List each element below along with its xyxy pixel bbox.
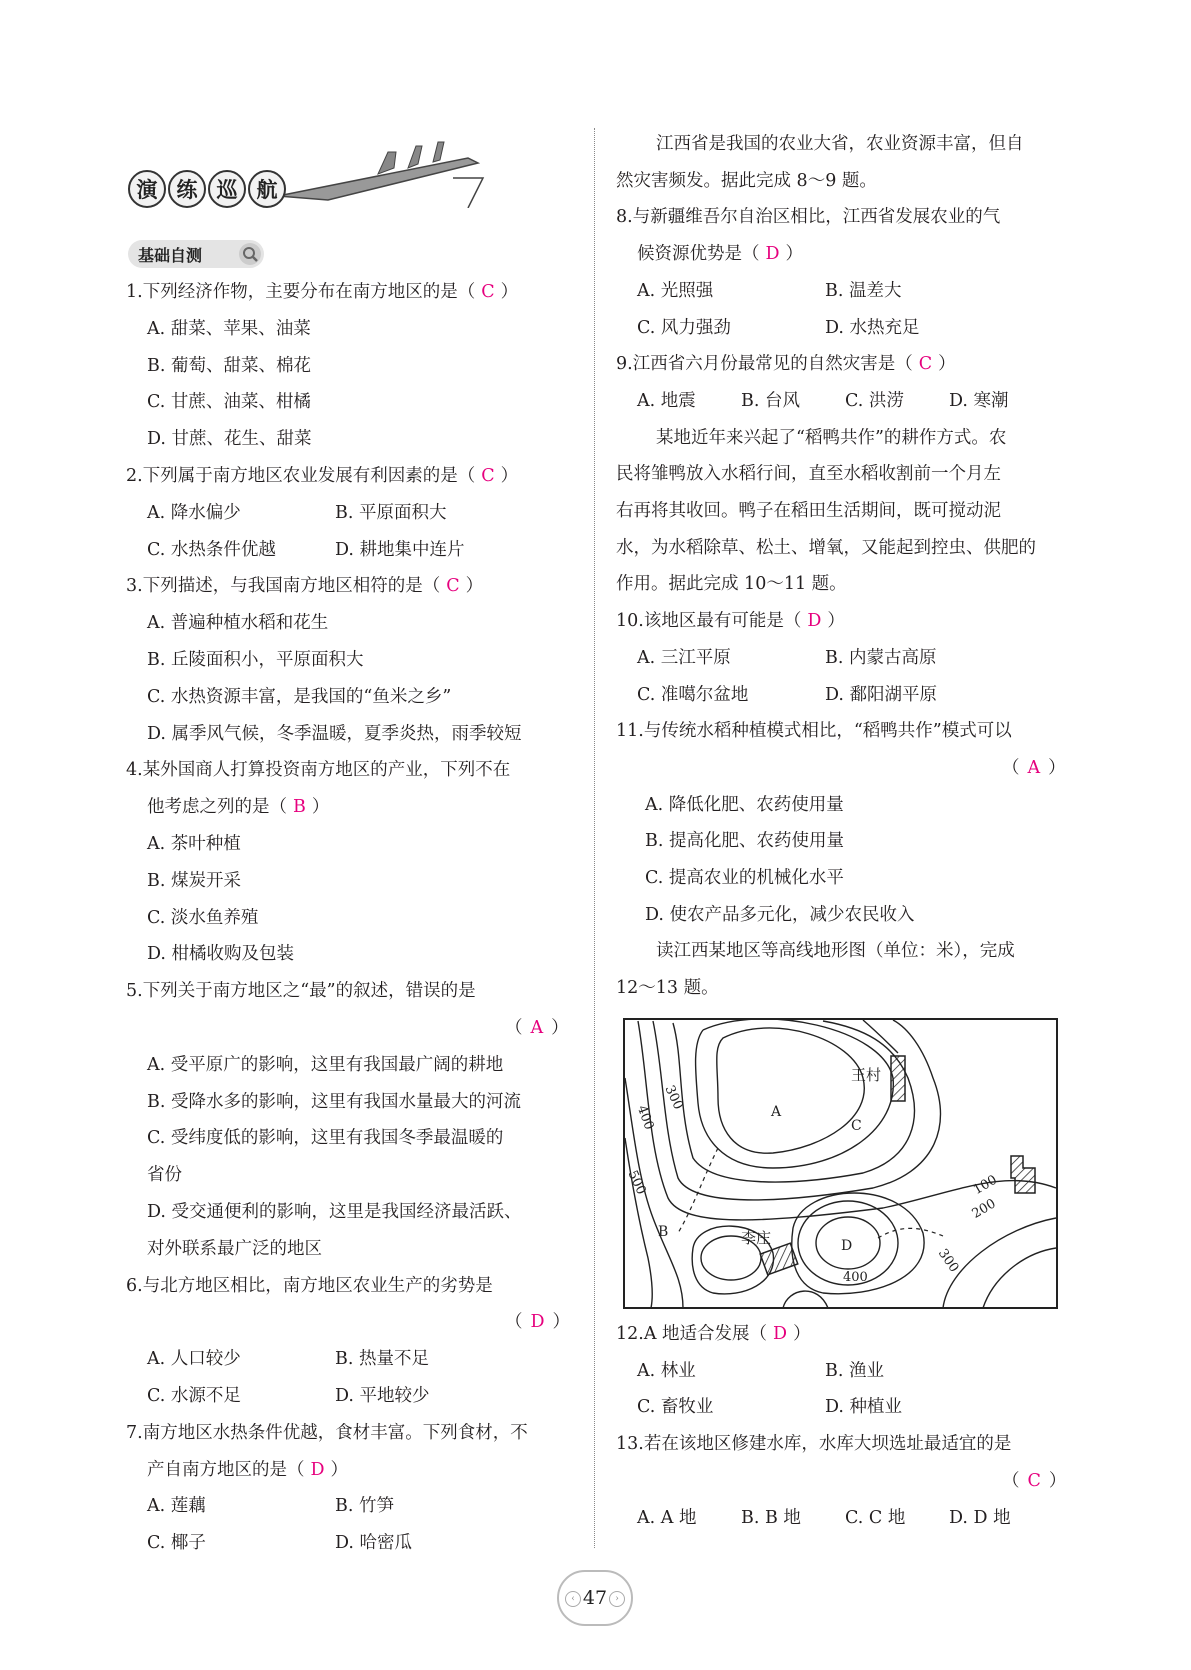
logo-char: 巡 xyxy=(208,170,246,208)
text-line: 民将雏鸭放入水稻行间，直至水稻收割前一个月左 xyxy=(616,464,1001,485)
text-line: （ A ） xyxy=(1002,757,1066,778)
question-bracket: ） xyxy=(938,354,956,375)
text-line xyxy=(147,499,447,524)
logo-char: 练 xyxy=(168,170,206,208)
text-line xyxy=(637,1504,1053,1529)
option-text: C. 洪涝 xyxy=(845,390,904,411)
option-text: C. 畜牧业 xyxy=(637,1397,714,1418)
text-line: B. 受降水多的影响，这里有我国水量最大的河流 xyxy=(147,1091,521,1112)
answer-mark: D xyxy=(530,1312,545,1333)
question-text: 候资源优势是（ xyxy=(637,244,760,265)
option-text: D. 哈密瓜 xyxy=(335,1533,413,1554)
map-label-200: 200 xyxy=(969,1196,999,1222)
next-arrow-icon: › xyxy=(609,1591,625,1607)
question-bracket: ） xyxy=(465,576,484,597)
text-line xyxy=(147,1492,394,1517)
answer-mark: B xyxy=(293,797,306,818)
option-text: A. 人口较少 xyxy=(147,1349,241,1370)
answer-mark: C xyxy=(918,354,933,375)
section-header-logo xyxy=(128,138,368,214)
option-text: C. 椰子 xyxy=(147,1533,206,1554)
option-text: B. 台风 xyxy=(741,390,800,411)
text-line: D. 柑橘收购及包装 xyxy=(147,944,295,965)
map-label-d: D xyxy=(841,1238,853,1254)
page-number xyxy=(557,1570,633,1626)
text-line: 7.南方地区水热条件优越，食材丰富。下列食材，不 xyxy=(126,1422,528,1443)
text-line xyxy=(637,314,920,339)
answer-mark: A xyxy=(530,1018,544,1038)
option-text: D. 鄱阳湖平原 xyxy=(825,684,938,705)
text-line: C. 提高农业的机械化水平 xyxy=(645,868,844,888)
option-text: C. 准噶尔盆地 xyxy=(637,684,749,705)
text-line: D. 属季风气候，冬季温暖，夏季炎热，雨季较短 xyxy=(147,723,522,744)
option-text: B. 平原面积大 xyxy=(335,502,447,523)
option-text: D. 种植业 xyxy=(825,1397,903,1418)
text-line xyxy=(126,462,518,487)
text-line: 对外联系最广泛的地区 xyxy=(147,1238,322,1259)
text-line xyxy=(637,644,937,669)
answer-mark: C xyxy=(481,282,495,302)
text-line: 12～13 题。 xyxy=(616,978,719,999)
text-line: 11.与传统水稻种植模式相比，“稻鸭共作”模式可以 xyxy=(616,721,1012,742)
option-text: C. 水源不足 xyxy=(147,1386,241,1406)
option-text: D. 寒潮 xyxy=(949,390,1009,411)
text-line: 8.与新疆维吾尔自治区相比，江西省发展农业的气 xyxy=(616,207,1001,228)
text-line: D. 使农产品多元化，减少农民收入 xyxy=(645,904,915,925)
text-line: （ D ） xyxy=(505,1312,571,1333)
option-text: B. 内蒙古高原 xyxy=(825,647,937,668)
option-text: B. 温差大 xyxy=(825,280,902,301)
option-text: A. 莲藕 xyxy=(147,1496,206,1517)
text-line xyxy=(147,793,329,818)
question-text: 他考虑之列的是（ xyxy=(147,797,287,818)
text-line xyxy=(147,1345,429,1370)
text-line: 5.下列关于南方地区之“最”的叙述，错误的是 xyxy=(126,981,476,1002)
text-line: 江西省是我国的农业大省，农业资源丰富，但自 xyxy=(656,134,1024,154)
answer-mark: D xyxy=(310,1459,325,1480)
text-line xyxy=(616,1320,811,1345)
option-text: D. 水热充足 xyxy=(825,317,920,338)
text-line: B. 丘陵面积小，平原面积大 xyxy=(147,650,364,670)
map-label-a: A xyxy=(771,1104,782,1120)
text-line: D. 甘蔗、花生、甜菜 xyxy=(147,429,312,450)
option-text: C. 风力强劲 xyxy=(637,317,731,338)
text-line: 13.若在该地区修建水库，水库大坝选址最适宜的是 xyxy=(616,1434,1012,1455)
option-text: A. 林业 xyxy=(637,1360,696,1381)
section-tag xyxy=(128,240,264,268)
option-text: B. B 地 xyxy=(741,1507,801,1528)
option-text: B. 竹笋 xyxy=(335,1496,394,1517)
text-line: （ A ） xyxy=(505,1018,569,1038)
question-text: 1.下列经济作物，主要分布在南方地区的是（ xyxy=(126,282,476,302)
magnifier-icon xyxy=(238,242,262,266)
logo-char: 演 xyxy=(128,170,166,208)
option-text: A. A 地 xyxy=(637,1507,697,1528)
map-label-village1: 王村 xyxy=(851,1066,882,1084)
text-line: 读江西某地区等高线地形图（单位：米），完成 xyxy=(656,941,1015,962)
option-text: B. 渔业 xyxy=(825,1360,884,1381)
text-line: 右再将其收回。鸭子在稻田生活期间，既可搅动泥 xyxy=(616,501,1001,521)
option-text: A. 降水偏少 xyxy=(147,502,241,523)
section-tag-label: 基础自测 xyxy=(138,245,203,265)
answer-mark: C xyxy=(446,576,460,597)
text-line xyxy=(637,277,902,302)
question-bracket: ） xyxy=(827,611,845,632)
text-line: B. 葡萄、甜菜、棉花 xyxy=(147,355,311,376)
answer-mark: D xyxy=(807,611,822,632)
answer-mark: D xyxy=(773,1324,788,1344)
text-line xyxy=(637,1357,884,1382)
option-text: A. 三江平原 xyxy=(637,647,731,668)
text-line xyxy=(147,1529,412,1554)
text-line: C. 受纬度低的影响，这里有我国冬季最温暖的 xyxy=(147,1128,504,1149)
text-line xyxy=(147,1456,348,1481)
text-line: （ C ） xyxy=(1002,1470,1067,1491)
contour-map xyxy=(623,1018,1058,1309)
text-line xyxy=(147,1382,430,1407)
text-line xyxy=(637,387,1053,412)
text-line: C. 淡水鱼养殖 xyxy=(147,907,259,928)
question-text: 12.A 地适合发展（ xyxy=(616,1324,768,1344)
text-line xyxy=(637,1393,902,1418)
map-label-400a: 400 xyxy=(633,1103,657,1132)
answer-mark: A xyxy=(1027,757,1041,778)
option-text: A. 地震 xyxy=(637,390,696,411)
question-bracket: ） xyxy=(793,1324,811,1344)
option-text: A. 光照强 xyxy=(637,280,714,301)
text-line xyxy=(126,278,518,303)
text-line xyxy=(147,536,465,561)
text-line: A. 受平原广的影响，这里有我国最广阔的耕地 xyxy=(147,1054,504,1075)
text-line: 6.与北方地区相比，南方地区农业生产的劣势是 xyxy=(126,1275,493,1296)
map-label-100: 100 xyxy=(970,1172,1000,1198)
question-bracket: ） xyxy=(500,282,519,302)
text-line xyxy=(637,681,937,706)
text-line xyxy=(616,350,956,375)
question-bracket: ） xyxy=(330,1459,349,1480)
question-bracket: ） xyxy=(785,244,804,265)
text-line: A. 甜菜、苹果、油菜 xyxy=(147,318,311,339)
option-text: C. C 地 xyxy=(845,1507,906,1528)
ship-icon xyxy=(268,138,488,208)
option-text: D. 耕地集中连片 xyxy=(335,539,465,560)
map-label-400b: 400 xyxy=(843,1270,868,1285)
text-line: A. 茶叶种植 xyxy=(147,834,241,854)
answer-mark: C xyxy=(481,466,495,486)
text-line: A. 普遍种植水稻和花生 xyxy=(147,613,329,634)
page-number-label: 47 xyxy=(582,1587,608,1609)
question-text: 9.江西省六月份最常见的自然灾害是（ xyxy=(616,354,913,375)
option-text: C. 水热条件优越 xyxy=(147,539,276,560)
text-line: B. 提高化肥、农药使用量 xyxy=(645,831,844,852)
text-line: 作用。据此完成 10～11 题。 xyxy=(616,574,847,595)
text-line xyxy=(126,572,483,597)
text-line: 省份 xyxy=(147,1165,182,1186)
text-line: C. 水热资源丰富，是我国的“鱼米之乡” xyxy=(147,686,452,707)
text-line: B. 煤炭开采 xyxy=(147,870,241,891)
question-bracket: ） xyxy=(500,466,519,486)
option-text: D. 平地较少 xyxy=(335,1386,430,1406)
column-divider xyxy=(594,128,595,1548)
map-label-300a: 300 xyxy=(661,1083,686,1113)
text-line: A. 降低化肥、农药使用量 xyxy=(645,794,844,815)
option-text: B. 热量不足 xyxy=(335,1349,429,1370)
prev-arrow-icon: ‹ xyxy=(565,1591,581,1607)
text-line: 4.某外国商人打算投资南方地区的产业，下列不在 xyxy=(126,760,511,781)
question-text: 2.下列属于南方地区农业发展有利因素的是（ xyxy=(126,466,476,486)
map-label-village2: 李庄 xyxy=(741,1229,772,1247)
map-label-b: B xyxy=(658,1224,669,1240)
answer-mark: C xyxy=(1027,1470,1041,1491)
question-text: 3.下列描述，与我国南方地区相符的是（ xyxy=(126,576,441,597)
text-line: C. 甘蔗、油菜、柑橘 xyxy=(147,392,311,413)
map-label-500: 500 xyxy=(624,1168,649,1198)
option-text: D. D 地 xyxy=(949,1507,1011,1528)
answer-mark: D xyxy=(765,244,780,265)
map-label-300b: 300 xyxy=(934,1246,962,1276)
map-label-c: C xyxy=(851,1118,862,1134)
text-line xyxy=(616,607,845,632)
text-line: 然灾害频发。据此完成 8～9 题。 xyxy=(616,170,877,191)
text-line: 水，为水稻除草、松土、增氧，又能起到控虫、供肥的 xyxy=(616,537,1036,558)
text-line: 某地近年来兴起了“稻鸭共作”的耕作方式。农 xyxy=(656,427,1007,448)
question-text: 产自南方地区的是（ xyxy=(147,1459,305,1480)
text-line: D. 受交通便利的影响，这里是我国经济最活跃、 xyxy=(147,1202,522,1222)
logo-char: 航 xyxy=(248,170,286,208)
text-line xyxy=(637,240,803,265)
question-text: 10.该地区最有可能是（ xyxy=(616,611,802,632)
question-bracket: ） xyxy=(311,797,330,818)
